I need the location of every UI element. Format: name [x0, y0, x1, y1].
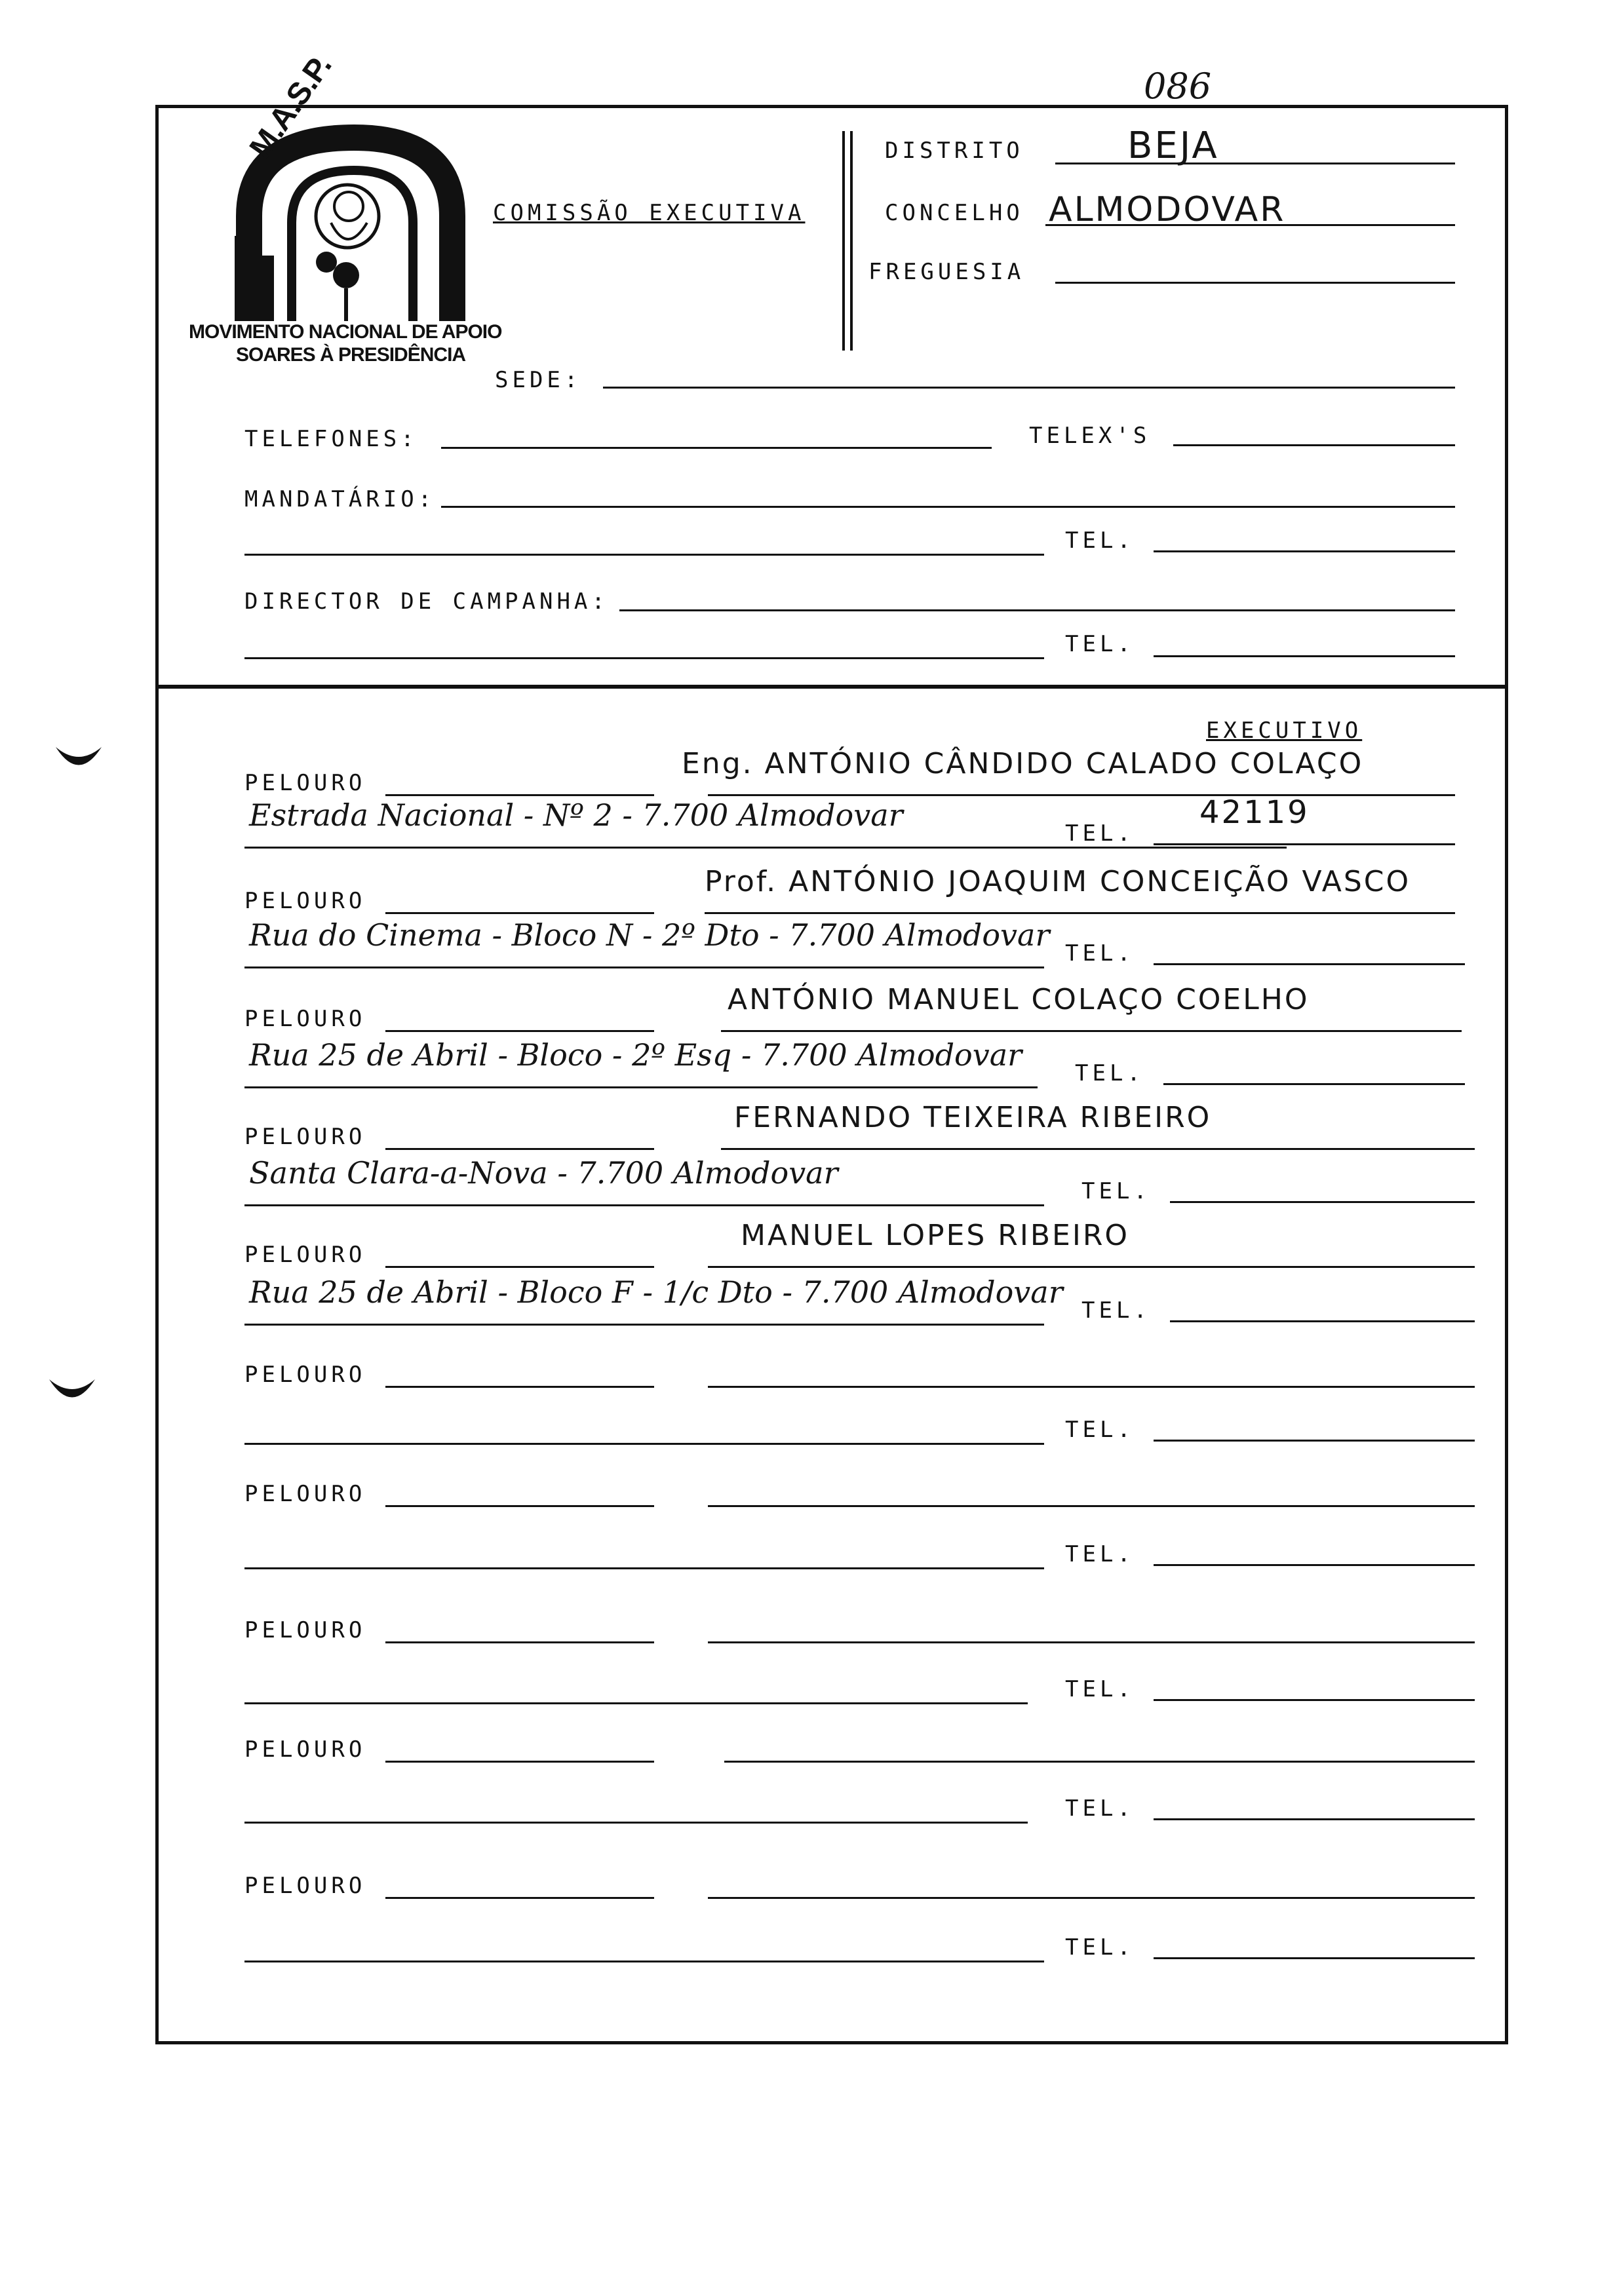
logo-line2: SOARES À PRESIDÊNCIA — [236, 344, 466, 366]
commission-title: COMISSÃO EXECUTIVA — [493, 200, 806, 226]
punch-hole-mark-bottom — [46, 1373, 98, 1412]
punch-hole-mark-top — [52, 740, 105, 780]
pelouro-address-line[interactable] — [244, 1961, 1044, 1962]
director-label: DIRECTOR DE CAMPANHA: — [244, 588, 609, 615]
pelouro-address-line[interactable] — [244, 1086, 1038, 1088]
mandatario-line-2 — [244, 554, 1044, 556]
pelouro-name: MANUEL LOPES RIBEIRO — [741, 1219, 1130, 1252]
telefones-line — [441, 447, 992, 449]
pelouro-tel-label: TEL. — [1065, 1417, 1135, 1443]
pelouro-address: Rua do Cinema - Bloco N - 2º Dto - 7.700 Almodovar — [249, 917, 1050, 953]
pelouro-name-line[interactable] — [708, 1266, 1475, 1268]
pelouro-name: Eng. ANTÓNIO CÂNDIDO CALADO COLAÇO — [682, 747, 1364, 780]
pelouro-tel-line[interactable] — [1154, 1699, 1475, 1701]
pelouro-label: PELOURO — [244, 888, 366, 914]
pelouro-tel-line[interactable] — [1154, 1957, 1475, 1959]
mandatario-label: MANDATÁRIO: — [244, 486, 436, 512]
pelouro-address-line[interactable] — [244, 966, 1044, 968]
freguesia-label: FREGUESIA — [868, 259, 1025, 285]
director-tel-label: TEL. — [1065, 631, 1135, 657]
telex-line — [1173, 444, 1455, 446]
concelho-label: CONCELHO — [885, 200, 1024, 226]
pelouro-address: Estrada Nacional - Nº 2 - 7.700 Almodovar — [249, 797, 903, 833]
pelouro-label: PELOURO — [244, 1736, 366, 1763]
pelouro-name: ANTÓNIO MANUEL COLAÇO COELHO — [728, 983, 1310, 1016]
pelouro-tel-label: TEL. — [1065, 1795, 1135, 1822]
pelouro-label: PELOURO — [244, 1873, 366, 1899]
pelouro-tel-label: TEL. — [1081, 1297, 1151, 1324]
pelouro-role-line — [385, 1266, 654, 1268]
pelouro-address: Rua 25 de Abril - Bloco - 2º Esq - 7.700 Almodovar — [249, 1037, 1022, 1073]
pelouro-address-line[interactable] — [244, 1204, 1044, 1206]
pelouro-name-line[interactable] — [708, 1505, 1475, 1507]
pelouro-name-line[interactable] — [708, 1641, 1475, 1643]
pelouro-role-line — [385, 1386, 654, 1388]
pelouro-label: PELOURO — [244, 1481, 366, 1507]
pelouro-label: PELOURO — [244, 1124, 366, 1150]
pelouro-address-line[interactable] — [244, 847, 1287, 849]
pelouro-label: PELOURO — [244, 1362, 366, 1388]
pelouro-role-line — [385, 1897, 654, 1899]
pelouro-address: Santa Clara-a-Nova - 7.700 Almodovar — [249, 1155, 838, 1191]
pelouro-name: Prof. ANTÓNIO JOAQUIM CONCEIÇÃO VASCO — [705, 865, 1411, 898]
pelouro-tel-label: TEL. — [1065, 1934, 1135, 1961]
pelouro-name-line[interactable] — [721, 1030, 1462, 1032]
pelouro-tel-line[interactable] — [1163, 1083, 1465, 1085]
pelouro-role-line — [385, 794, 654, 796]
pelouro-tel-line[interactable] — [1154, 963, 1465, 965]
distrito-line — [1055, 163, 1455, 164]
pelouro-name-line[interactable] — [708, 1386, 1475, 1388]
pelouro-tel-line[interactable] — [1154, 843, 1455, 845]
section-divider — [157, 685, 1506, 689]
mandatario-line — [441, 506, 1455, 508]
pelouro-address-line[interactable] — [244, 1822, 1028, 1824]
pelouro-label: PELOURO — [244, 1242, 366, 1268]
director-line — [619, 609, 1455, 611]
freguesia-line — [1055, 282, 1455, 284]
pelouro-role-line — [385, 1761, 654, 1763]
pelouro-label: PELOURO — [244, 770, 366, 796]
pelouro-role-line — [385, 912, 654, 914]
masp-logo — [184, 48, 524, 380]
director-line-2 — [244, 657, 1044, 659]
pelouro-label: PELOURO — [244, 1006, 366, 1032]
pelouro-tel-line[interactable] — [1154, 1818, 1475, 1820]
telex-label: TELEX'S — [1029, 423, 1151, 449]
pelouro-label: PELOURO — [244, 1617, 366, 1643]
pelouro-address-line[interactable] — [244, 1702, 1028, 1704]
page-number: 086 — [1144, 66, 1212, 107]
pelouro-name-line[interactable] — [708, 794, 1455, 796]
pelouro-tel-label: TEL. — [1081, 1178, 1151, 1204]
pelouro-role-line — [385, 1148, 654, 1150]
executivo-label: EXECUTIVO — [1206, 718, 1363, 744]
pelouro-tel-label: TEL. — [1065, 1676, 1135, 1702]
distrito-label: DISTRITO — [885, 138, 1024, 164]
header-vertical-rule — [842, 131, 845, 351]
header-vertical-rule-2 — [850, 131, 853, 351]
concelho-value: ALMODOVAR — [1049, 190, 1286, 229]
pelouro-tel-label: TEL. — [1065, 940, 1135, 966]
pelouro-name-line[interactable] — [724, 1761, 1475, 1763]
pelouro-tel-label: TEL. — [1065, 1541, 1135, 1567]
pelouro-tel-line[interactable] — [1154, 1440, 1475, 1442]
sede-line — [603, 387, 1455, 389]
pelouro-role-line — [385, 1641, 654, 1643]
pelouro-tel-line[interactable] — [1170, 1201, 1475, 1203]
pelouro-name-line[interactable] — [708, 1897, 1475, 1899]
pelouro-address: Rua 25 de Abril - Bloco F - 1/c Dto - 7.700 Almodovar — [249, 1274, 1063, 1310]
pelouro-tel: 42119 — [1199, 794, 1310, 831]
pelouro-name: FERNANDO TEIXEIRA RIBEIRO — [734, 1101, 1212, 1134]
logo-acronym: M.A.S.P. — [243, 48, 339, 164]
distrito-value: BEJA — [1127, 124, 1219, 167]
pelouro-tel-label: TEL. — [1075, 1060, 1144, 1086]
logo-line1: MOVIMENTO NACIONAL DE APOIO — [189, 321, 502, 343]
pelouro-tel-label: TEL. — [1065, 820, 1135, 847]
mandatario-tel-label: TEL. — [1065, 527, 1135, 554]
pelouro-address-line[interactable] — [244, 1443, 1044, 1445]
pelouro-address-line[interactable] — [244, 1324, 1044, 1326]
pelouro-name-line[interactable] — [721, 1148, 1475, 1150]
mandatario-tel-line — [1154, 550, 1455, 552]
pelouro-tel-line[interactable] — [1170, 1320, 1475, 1322]
pelouro-role-line — [385, 1030, 654, 1032]
pelouro-role-line — [385, 1505, 654, 1507]
pelouro-address-line[interactable] — [244, 1567, 1044, 1569]
director-tel-line — [1154, 655, 1455, 657]
pelouro-name-line[interactable] — [705, 912, 1455, 914]
telefones-label: TELEFONES: — [244, 426, 418, 452]
pelouro-tel-line[interactable] — [1154, 1564, 1475, 1566]
sede-label: SEDE: — [495, 367, 582, 393]
